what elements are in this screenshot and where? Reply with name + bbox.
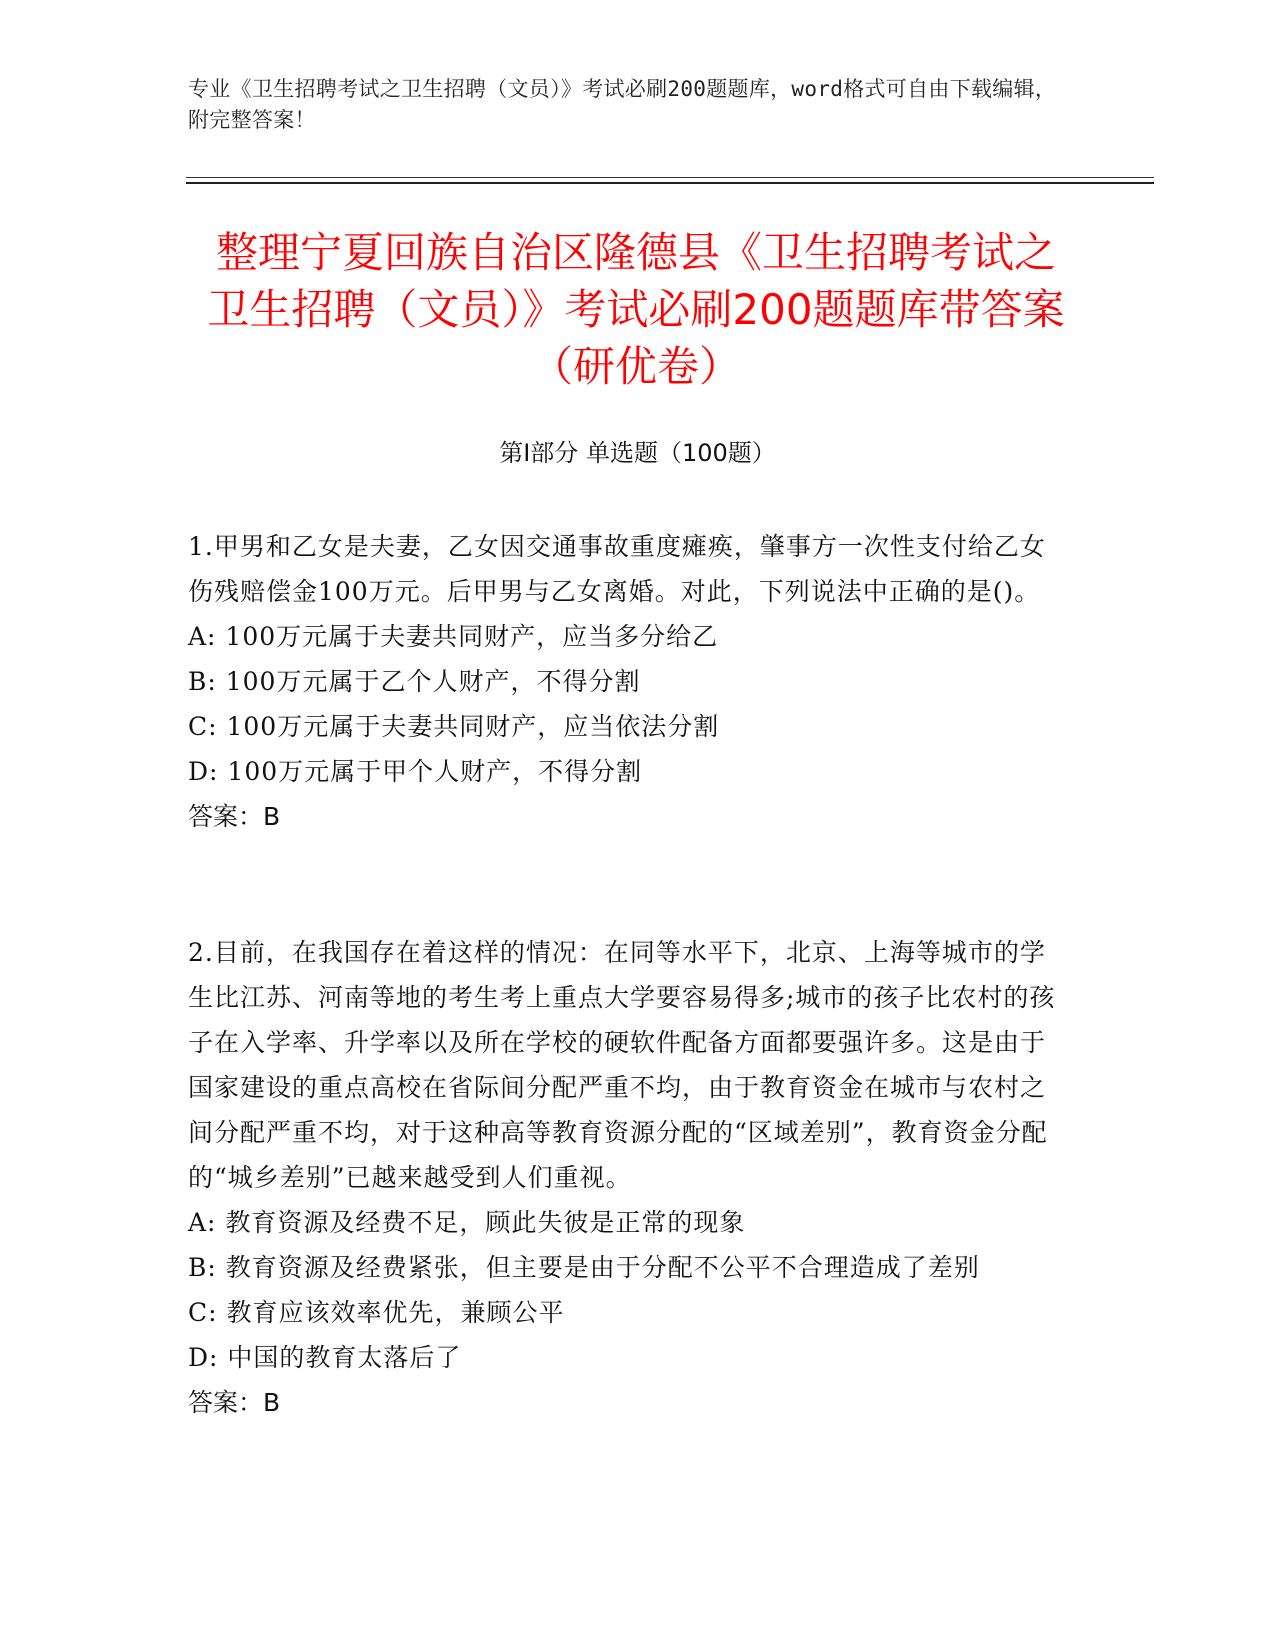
option-c: C: 教育应该效率优先，兼顾公平 (188, 1298, 565, 1327)
answer-text: 答案：B (188, 1388, 281, 1417)
document-title: 整理宁夏回族自治区隆德县《卫生招聘考试之卫生招聘（文员）》考试必刷200题题库带答案（研优卷） (207, 228, 1065, 391)
question-stem: 2.目前，在我国存在着这样的情况：在同等水平下，北京、上海等城市的学生比江苏、河南等地的考生考上重点大学要容易得多;城市的孩子比农村的孩子在入学率、升学率以及所在学校的硬软件配备方面都要强许多。这是由于国家建设的重点高校在省际间分配严重不均，由于教育资金在城市与农村之间分配严重不均，对于这种高等教育资源分配的“区域差别”，教育资金分配的“城乡差别”已越来越受到人们重视。 (188, 938, 1056, 1192)
header-divider-thin (186, 177, 1154, 178)
answer-text: 答案：B (188, 802, 281, 831)
option-b: B: 100万元属于乙个人财产，不得分割 (188, 667, 641, 696)
question-2 (188, 930, 1068, 1425)
header-divider-thick (186, 182, 1154, 184)
question-stem: 1.甲男和乙女是夫妻，乙女因交通事故重度瘫痪，肇事方一次性支付给乙女伤残赔偿金100万元。后甲男与乙女离婚。对此，下列说法中正确的是()。 (188, 532, 1046, 606)
section-heading: 第I部分 单选题（100题） (499, 439, 776, 467)
option-b: B: 教育资源及经费紧张，但主要是由于分配不公平不合理造成了差别 (188, 1253, 980, 1282)
option-c: C: 100万元属于夫妻共同财产，应当依法分割 (188, 712, 720, 741)
option-a: A: 100万元属于夫妻共同财产，应当多分给乙 (188, 622, 719, 651)
header-note: 专业《卫生招聘考试之卫生招聘（文员）》考试必刷200题题库，word格式可自由下载编辑，附完整答案！ (188, 77, 1057, 132)
option-d: D: 100万元属于甲个人财产，不得分割 (188, 757, 643, 786)
question-1 (188, 524, 1068, 839)
option-a: A: 教育资源及经费不足，顾此失彼是正常的现象 (188, 1208, 746, 1237)
option-d: D: 中国的教育太落后了 (188, 1343, 462, 1372)
